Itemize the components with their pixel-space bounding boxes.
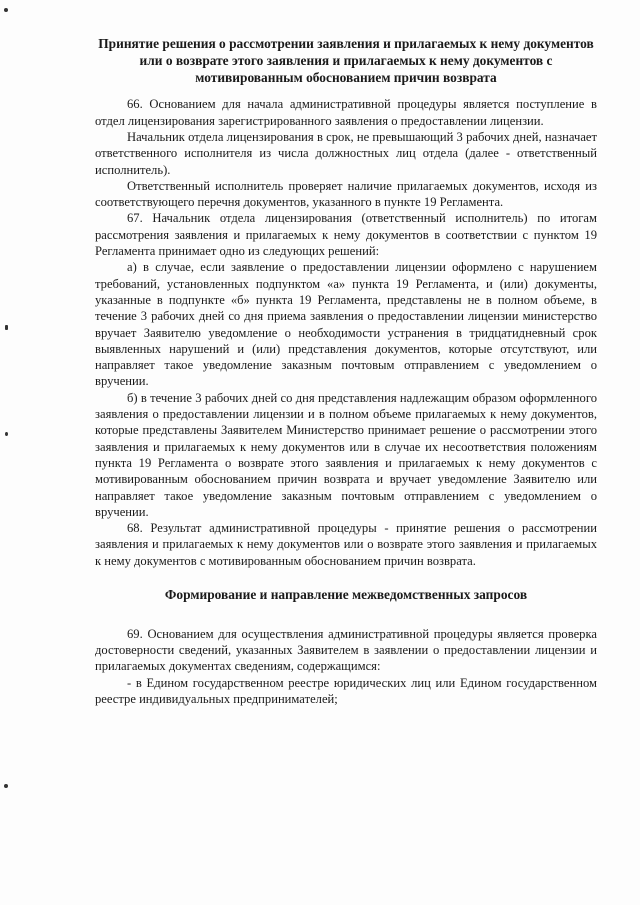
paragraph-69: 69. Основанием для осуществления административной процедуры является проверка достоверности сведений, указанных Заявителем в заявлении о предоставлении лицензии и прилагаемых документах сведениям, содержащимся: [95,626,597,674]
paragraph-67-b: б) в течение 3 рабочих дней со дня представления надлежащим образом оформленного заявления о предоставлении лицензии и в полном объеме прилагаемых к нему документов, которые представлены Заявителем Министерство принимает решение о рассмотрении этого заявления и прилагаемых к нему документов или в случае их несоответствия положениям пункта 19 Регламента о возврате этого заявления и прилагаемых к нему документов с мотивированным обоснованием причин возврата и вручает уведомление Заявителю или направляет такое уведомление заказным почтовым отправлением с уведомлением о вручении. [95,390,597,519]
paragraph-67-a: а) в случае, если заявление о предоставлении лицензии оформлено с нарушением требований, установленных подпунктом «а» пункта 19 Регламента, и (или) документы, указанные в подпункте «б» пункта 19 Регламента, представлены не в полном объеме, в течение 3 рабочих дней со дня приема заявления о предоставлении лицензии министерство вручает Заявителю уведомление о необходимости устранения в тридцатидневный срок выявленных нарушений и (или) представления документов, которые отсутствуют, или направляет такое уведомление заказным почтовым отправлением с уведомлением о вручении. [95,260,597,389]
paragraph-66-check: Ответственный исполнитель проверяет наличие прилагаемых документов, исходя из соответствующего перечня документов, указанного в пункте 19 Регламента. [95,178,597,210]
paragraph-68: 68. Результат административной процедуры - принятие решения о рассмотрении заявления и прилагаемых к нему документов или о возврате этого заявления и прилагаемых к нему документов с мотивированным обоснованием причин возврата. [95,521,597,568]
section-title: Формирование и направление межведомственных запросов [164,587,528,602]
document-body [95,36,597,707]
scan-speck [5,325,8,330]
scan-speck [4,784,8,788]
paragraph-66: 66. Основанием для начала административной процедуры является поступление в отдел лицензирования зарегистрированного заявления о предоставлении лицензии. [95,97,597,128]
paragraph-67: 67. Начальник отдела лицензирования (ответственный исполнитель) по итогам рассмотрения заявления и прилагаемых к нему документов в соответствии с пунктом 19 Регламента принимает одно из следующих решений: [95,211,597,259]
paragraph-69-registry: - в Едином государственном реестре юридических лиц или Едином государственном реестре индивидуальных предпринимателей; [95,675,597,706]
scan-speck [5,432,8,436]
section-title: Принятие решения о рассмотрении заявления и прилагаемых к нему документов или о возврате этого заявления и прилагаемых к нему документов с мотивированным обоснованием причин возврата [98,36,594,85]
paragraph-66-appointment: Начальник отдела лицензирования в срок, не превышающий 3 рабочих дней, назначает ответственного исполнителя из числа должностных лиц отдела (далее - ответственный исполнитель). [95,129,597,177]
scan-speck [4,8,8,12]
